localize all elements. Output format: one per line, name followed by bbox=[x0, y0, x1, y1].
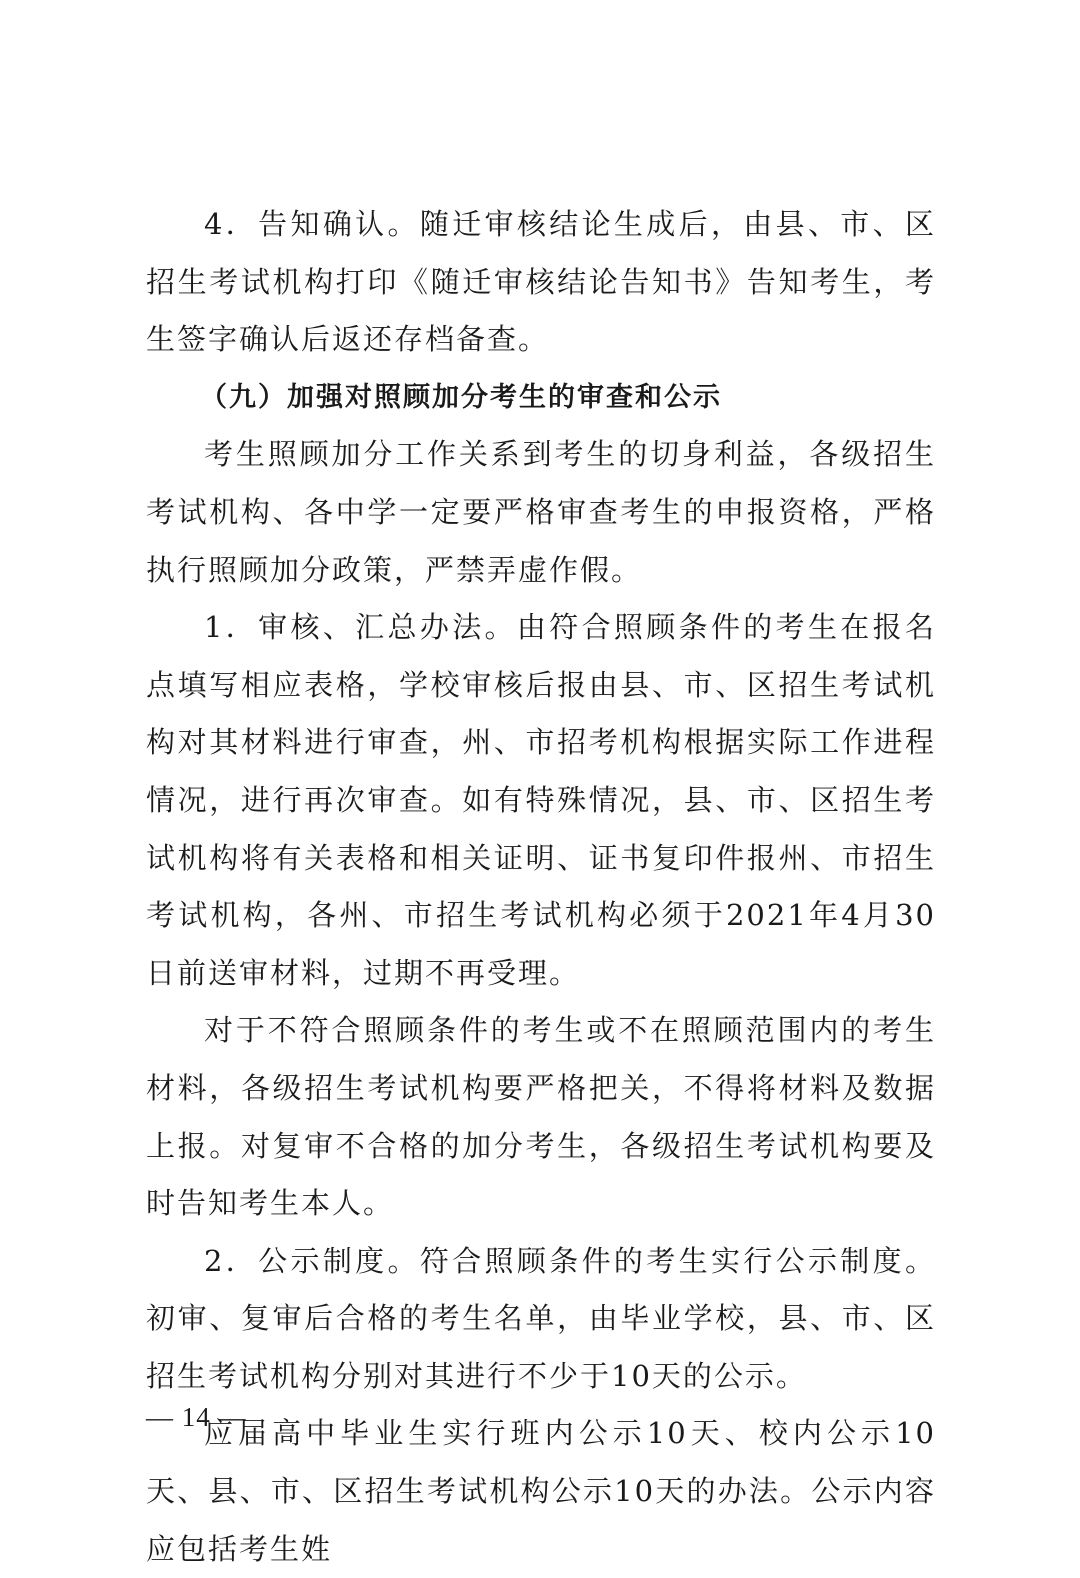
paragraph-unqualified-materials: 对于不符合照顾条件的考生或不在照顾范围内的考生材料，各级招生考试机构要严格把关，不得将材料及数据上报。对复审不合格的加分考生，各级招生考试机构要及时告知考生本人。 bbox=[146, 1013, 936, 1221]
paragraph-review-method: 1．审核、汇总办法。由符合照顾条件的考生在报名点填写相应表格，学校审核后报由县、市、区招生考试机构对其材料进行审查，州、市招考机构根据实际工作进程情况，进行再次审查。如有特殊情况，县、市、区招生考试机构将有关表格和相关证明、证书复印件报州、市招生考试机构，各州、市招生考试机构必须于2021年4月30日前送审材料，过期不再受理。 bbox=[146, 610, 936, 990]
paragraph-publicity-method: 应届高中毕业生实行班内公示10天、校内公示10天、县、市、区招生考试机构公示10天的办法。公示内容应包括考生姓 bbox=[146, 1416, 936, 1566]
paragraph-notification-confirmation: 4．告知确认。随迁审核结论生成后，由县、市、区招生考试机构打印《随迁审核结论告知书》告知考生，考生签字确认后返还存档备查。 bbox=[146, 207, 936, 357]
section-heading-bonus-review: （九）加强对照顾加分考生的审查和公示 bbox=[200, 381, 722, 413]
document-body bbox=[146, 196, 936, 1578]
paragraph-publicity-system: 2．公示制度。符合照顾条件的考生实行公示制度。初审、复审后合格的考生名单，由毕业学校，县、市、区招生考试机构分别对其进行不少于10天的公示。 bbox=[146, 1243, 936, 1393]
page-number: — 14 — bbox=[146, 1402, 247, 1432]
paragraph-bonus-intro: 考生照顾加分工作关系到考生的切身利益，各级招生考试机构、各中学一定要严格审查考生的申报资格，严格执行照顾加分政策，严禁弄虚作假。 bbox=[146, 437, 936, 587]
